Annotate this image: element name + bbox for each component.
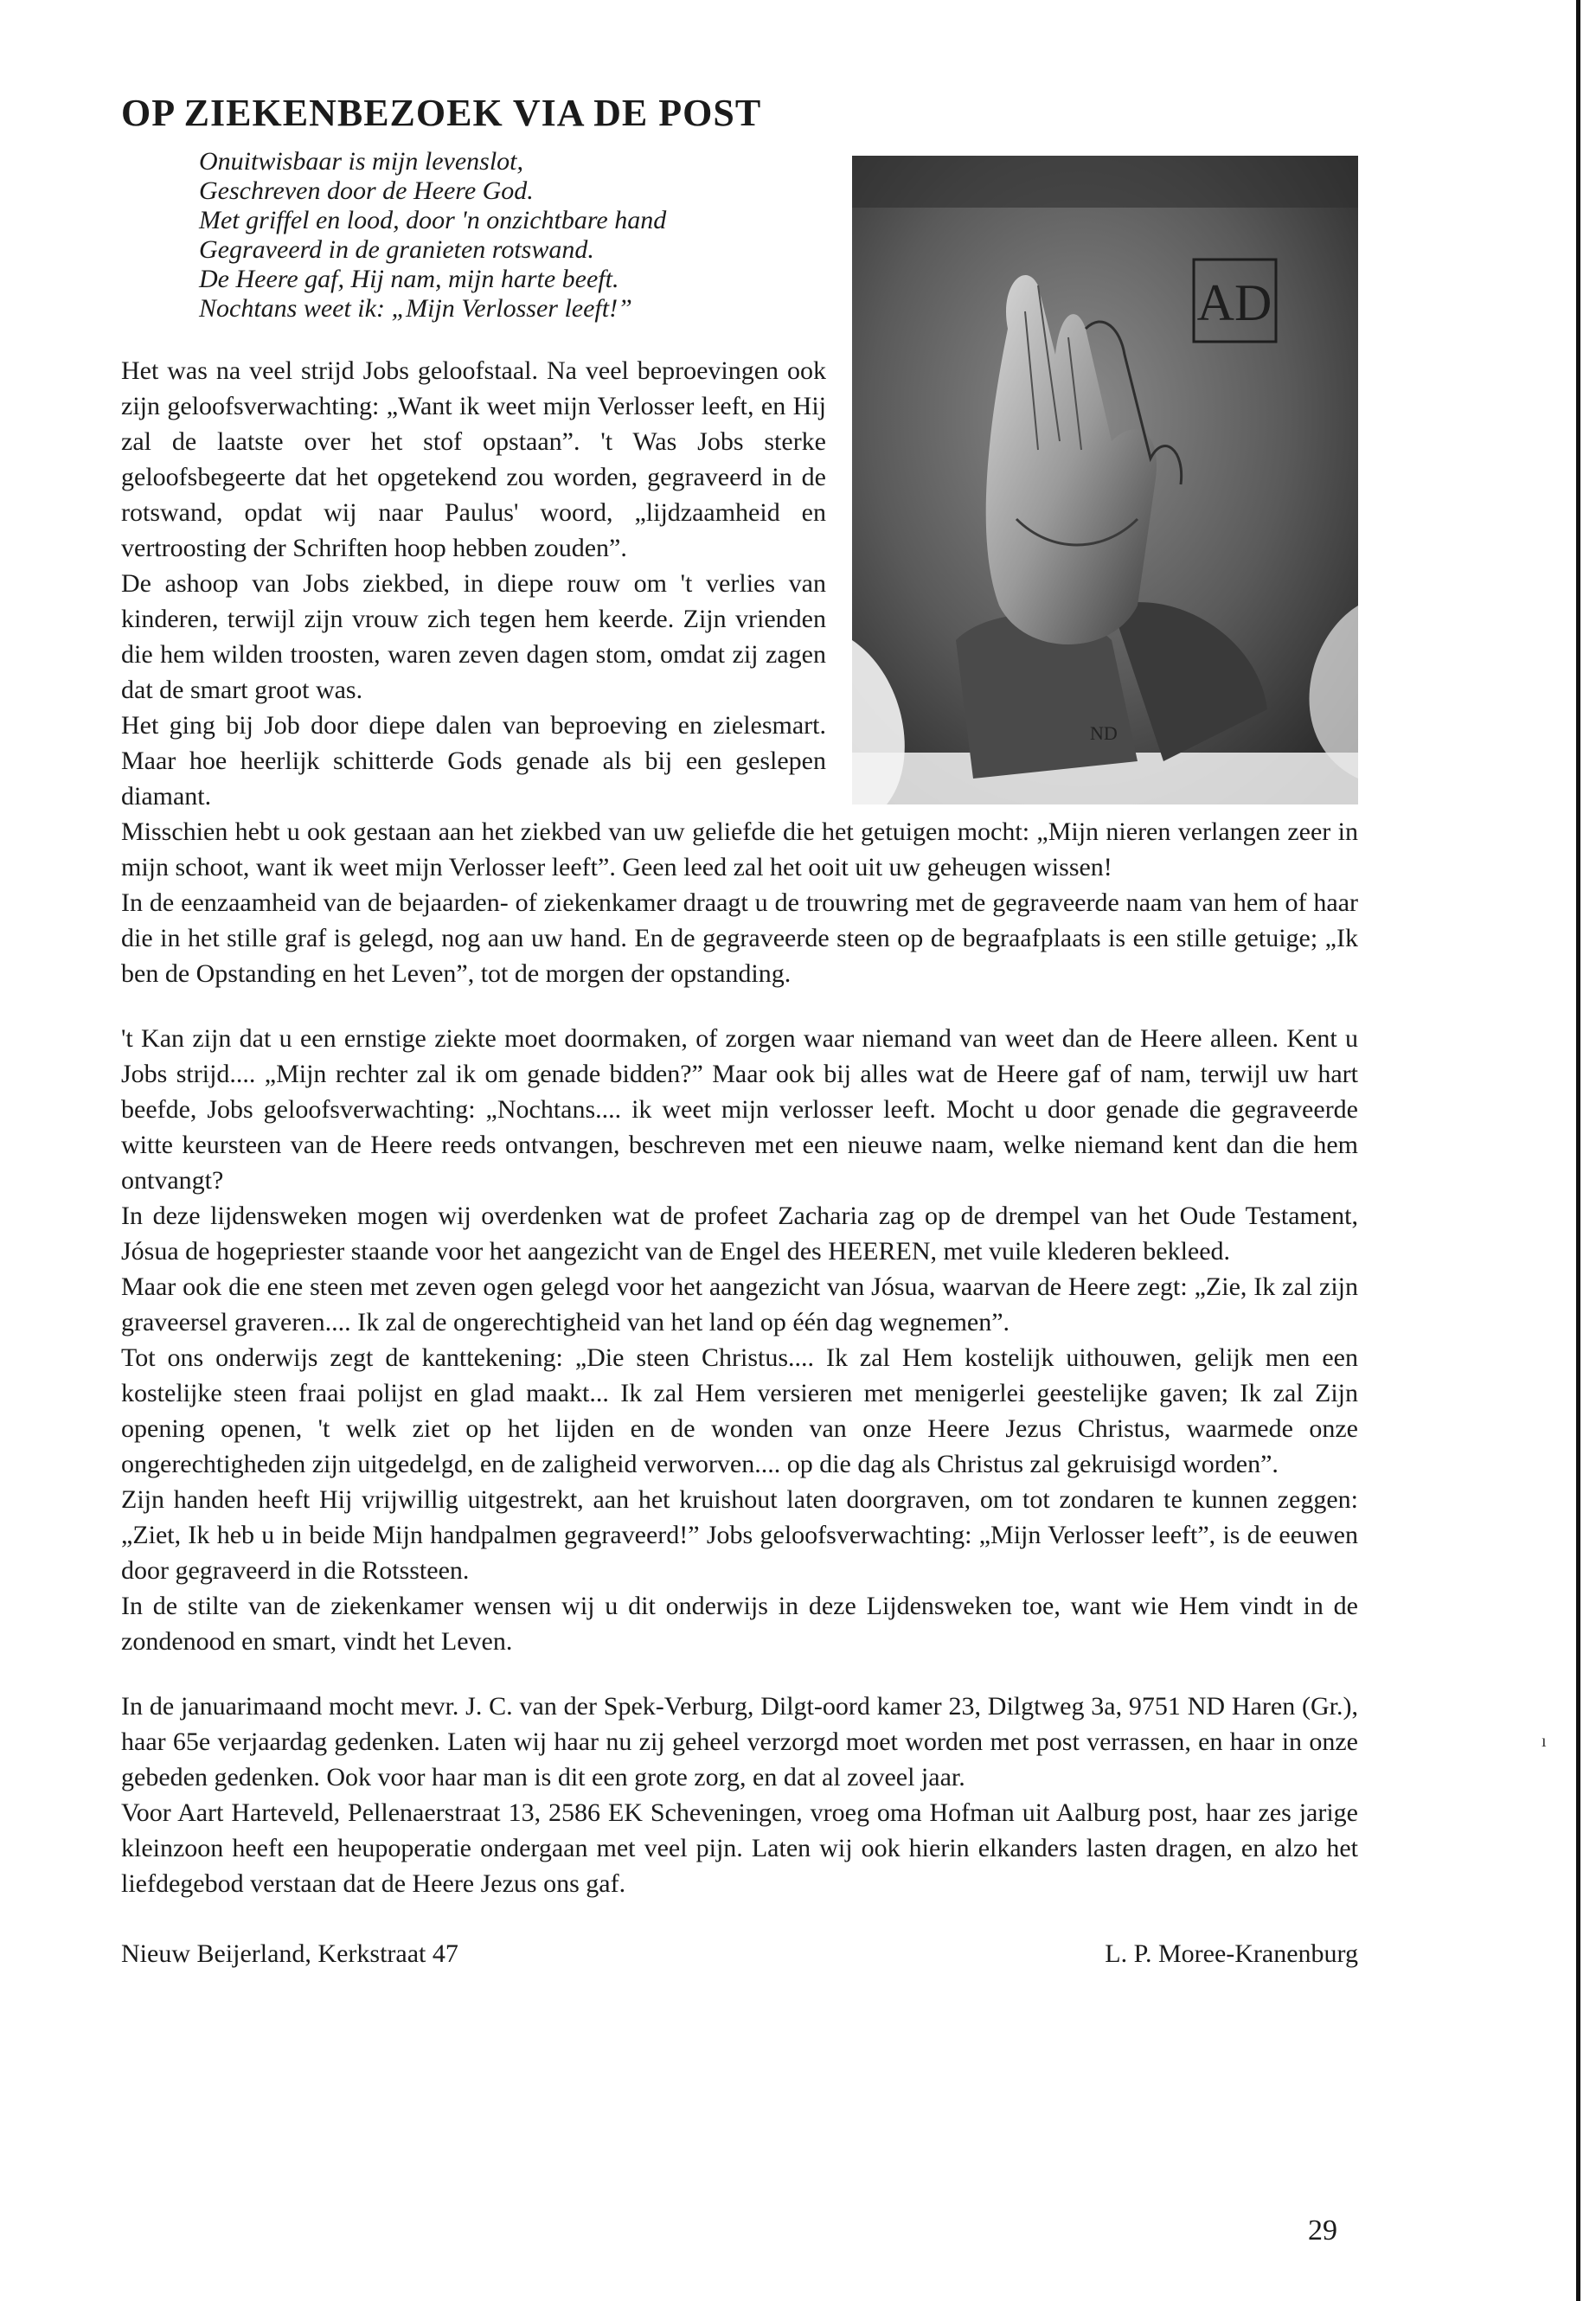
praying-hands-illustration xyxy=(852,156,1358,804)
paragraph: Tot ons onderwijs zegt de kanttekening: „Die steen Christus.... Ik zal Hem kostelijk uithouwen, gelijk men een kostelijke steen fraai polijst en glad maakt... Ik zal Hem versieren met menigerlei geestelijke gaven; Ik zal Zijn opening openen, 't welk ziet op het lijden en de wonden van onze Heere Jezus Christus, waarmede onze ongerechtigheden zijn uitgedelgd, en de zaligheid verworven.... op die dag als Christus zal gekruisigd worden”. xyxy=(121,1343,1358,1478)
page-number: 29 xyxy=(1308,2214,1337,2247)
page-edge-line xyxy=(1576,0,1580,2301)
paragraph: In deze lijdensweken mogen wij overdenken wat de profeet Zacharia zag op de drempel van het Oude Testament, Jósua de hogepriester staande voor het aangezicht van de Engel des HEEREN, met vuile klederen bekleed. xyxy=(121,1201,1358,1266)
paragraph: Zijn handen heeft Hij vrijwillig uitgestrekt, aan het kruishout laten doorgraven, om tot zondaren te kunnen zeggen: „Ziet, Ik heb u in beide Mijn handpalmen gegraveerd!” Jobs geloofsverwachting: „Mijn Verlosser leeft”, is de eeuwen door gegraveerd in die Rotssteen. xyxy=(121,1484,1358,1585)
paragraph: In de eenzaamheid van de bejaarden- of ziekenkamer draagt u de trouwring met de gegraveerde naam van hem of haar die in het stille graf is gelegd, nog aan uw hand. En de gegraveerde steen op de begraafplaats is een stille getuige; „Ik ben de Opstanding en het Leven”, tot de morgen der opstanding. xyxy=(121,888,1358,988)
poem-line: De Heere gaf, Hij nam, mijn harte beeft. xyxy=(199,264,619,293)
signoff-place: Nieuw Beijerland, Kerkstraat 47 xyxy=(121,1939,458,1968)
paragraph: De ashoop van Jobs ziekbed, in diepe rouw om 't verlies van kinderen, terwijl zijn vrouw zich tegen hem keerde. Zijn vrienden die hem wilden troosten, waren zeven dagen stom, omdat zij zagen dat de smart groot was. xyxy=(121,568,826,704)
margin-mark: ı xyxy=(1542,1732,1547,1751)
praying-hands-image xyxy=(852,156,1358,804)
paragraph: 't Kan zijn dat u een ernstige ziekte moet doormaken, of zorgen waar niemand van weet dan de Heere alleen. Kent u Jobs strijd.... „Mijn rechter zal ik om genade bidden?” Maar ook bij alles wat de Heere gaf of nam, terwijl uw hart beefde, Jobs geloofsverwachting: „Nochtans.... ik weet mijn verlosser leeft. Mocht u door genade die gegraveerde witte keursteen van de Heere reeds ontvangen, beschreven met een nieuwe naam, welke niemand kent dan die hem ontvangt? xyxy=(121,1023,1358,1195)
poem-line: Met griffel en lood, door 'n onzichtbare hand xyxy=(199,205,667,234)
poem-line: Geschreven door de Heere God. xyxy=(199,176,534,205)
poem-line: Onuitwisbaar is mijn levenslot, xyxy=(199,146,523,176)
paragraph: Het was na veel strijd Jobs geloofstaal. Na veel beproevingen ook zijn geloofsverwachting: „Want ik weet mijn Verlosser leeft, en Hij zal de laatste over het stof opstaan”. 't Was Jobs sterke geloofsbegeerte dat het opgetekend zou worden, gegraveerd in de rotswand, opdat wij naar Paulus' woord, „lijdzaamheid en vertroosting der Schriften hoop hebben zouden”. xyxy=(121,356,826,562)
paragraph: Maar ook die ene steen met zeven ogen gelegd voor het aangezicht van Jósua, waarvan de Heere zegt: „Zie, Ik zal zijn graveersel graveren.... Ik zal de ongerechtigheid van het land op één dag wegnemen”. xyxy=(121,1272,1358,1336)
paragraph: Voor Aart Harteveld, Pellenaerstraat 13, 2586 EK Scheveningen, vroeg oma Hofman uit Aalburg post, haar zes jarige kleinzoon heeft een heupoperatie ondergaan met veel pijn. Laten wij ook hierin elkanders lasten dragen, en alzo het liefdegebod verstaan dat de Heere Jezus ons gaf. xyxy=(121,1798,1358,1898)
paragraph: Het ging bij Job door diepe dalen van beproeving en zielesmart. Maar hoe heerlijk schitterde Gods genade als bij een geslepen diamant. xyxy=(121,710,826,811)
paragraph: Misschien hebt u ook gestaan aan het ziekbed van uw geliefde die het getuigen mocht: „Mijn nieren verlangen zeer in mijn schoot, want ik weet mijn Verlosser leeft”. Geen leed zal het ooit uit uw geheugen wissen! xyxy=(121,817,1358,881)
poem-line: Nochtans weet ik: „Mijn Verlosser leeft!” xyxy=(199,293,632,323)
svg-text:ND: ND xyxy=(1090,721,1118,744)
paragraph: In de januarimaand mocht mevr. J. C. van der Spek-Verburg, Dilgt-oord kamer 23, Dilgtweg 3a, 9751 ND Haren (Gr.), haar 65e verjaardag gedenken. Laten wij haar nu zij geheel verzorgd moet worden met post verrassen, en haar in onze gebeden gedenken. Ook voor haar man is dit een grote zorg, en dat al zoveel jaar. xyxy=(121,1691,1358,1791)
svg-text:AD: AD xyxy=(1196,273,1272,331)
signoff-author: L. P. Moree-Kranenburg xyxy=(1105,1939,1358,1968)
signoff xyxy=(121,1936,1358,1971)
paragraph: In de stilte van de ziekenkamer wensen wij u dit onderwijs in deze Lijdensweken toe, want wie Hem vindt in de zondenood en smart, vindt het Leven. xyxy=(121,1591,1358,1656)
article-title: OP ZIEKENBEZOEK VIA DE POST xyxy=(121,92,762,134)
poem-line: Gegraveerd in de granieten rotswand. xyxy=(199,234,594,264)
article xyxy=(121,91,1358,1971)
